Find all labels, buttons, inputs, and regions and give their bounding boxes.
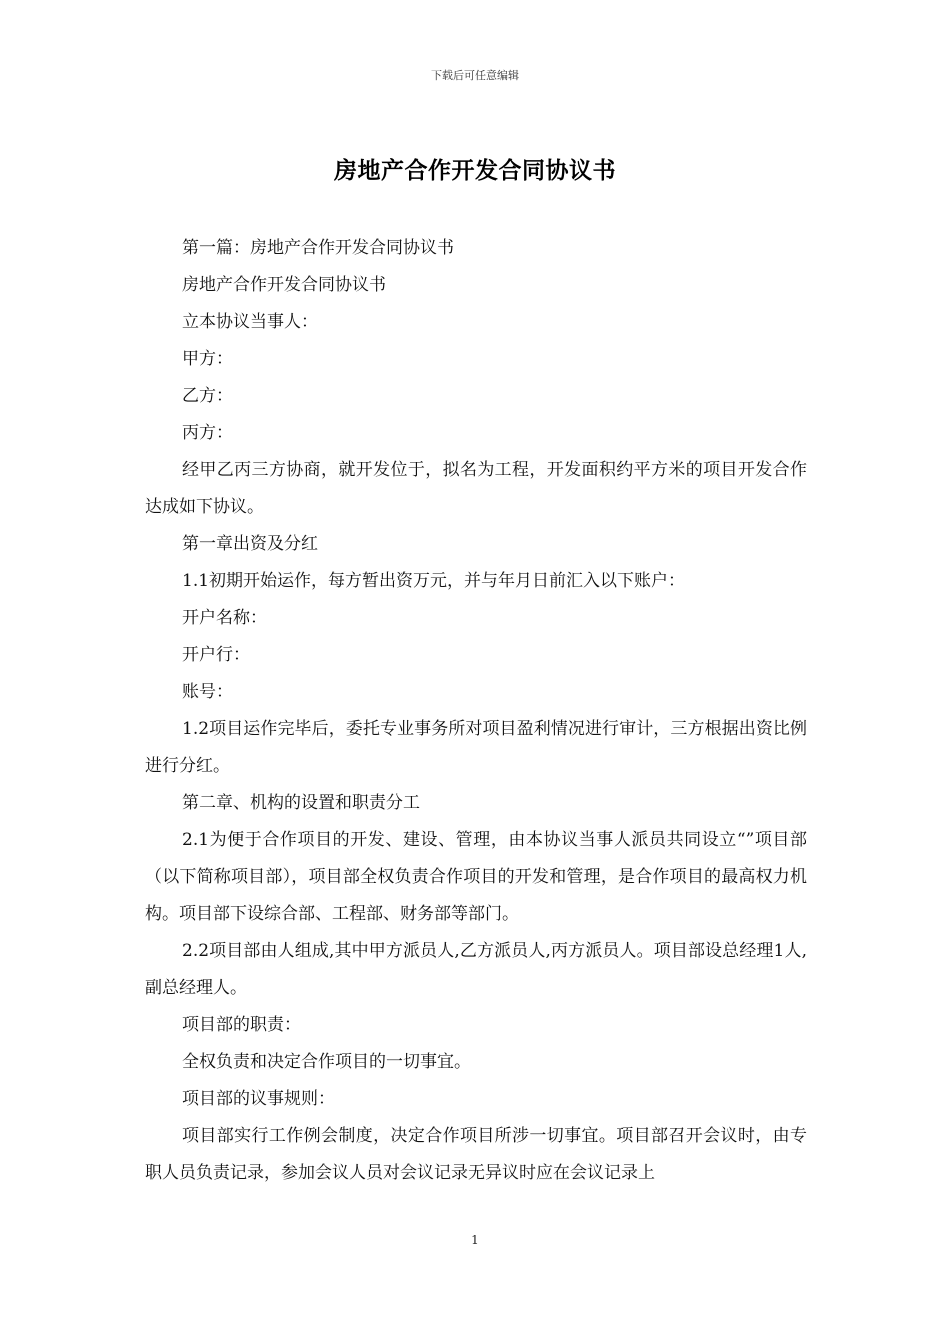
chapter-heading: 第二章、机构的设置和职责分工	[182, 793, 420, 813]
paragraph: 房地产合作开发合同协议书	[182, 275, 386, 295]
chapter-heading: 第一章出资及分红	[182, 534, 318, 554]
paragraph: 立本协议当事人：	[182, 312, 318, 332]
paragraph: 2.1为便于合作项目的开发、建设、管理，由本协议当事人派员共同设立“”项目部（以下简称项目部），项目部全权负责合作项目的开发和管理，是合作项目的最高权力机构。项目部下设综合部、工程部、财务部等部门。	[145, 830, 807, 924]
paragraph: 项目部的职责：	[182, 1015, 301, 1035]
document-body	[145, 230, 807, 1192]
paragraph: 全权负责和决定合作项目的一切事宜。	[182, 1052, 471, 1072]
paragraph: 丙方：	[182, 423, 233, 443]
paragraph: 乙方：	[182, 386, 233, 406]
page-number: 1	[471, 1233, 479, 1247]
paragraph: 账号：	[182, 682, 233, 702]
paragraph: 项目部实行工作例会制度，决定合作项目所涉一切事宜。项目部召开会议时，由专职人员负责记录，参加会议人员对会议记录无异议时应在会议记录上	[145, 1126, 807, 1183]
document-title: 房地产合作开发合同协议书	[334, 158, 616, 184]
header-note: 下载后可任意编辑	[431, 69, 519, 82]
paragraph: 甲方：	[182, 349, 233, 369]
paragraph: 1.2项目运作完毕后，委托专业事务所对项目盈利情况进行审计，三方根据出资比例进行分红。	[145, 719, 807, 776]
paragraph: 开户行：	[182, 645, 250, 665]
paragraph: 2.2项目部由人组成,其中甲方派员人,乙方派员人,丙方派员人。项目部设总经理1人,副总经理人。	[145, 941, 807, 998]
paragraph: 1.1初期开始运作，每方暂出资万元，并与年月日前汇入以下账户：	[182, 571, 686, 591]
paragraph: 第一篇：房地产合作开发合同协议书	[182, 238, 454, 258]
paragraph: 开户名称：	[182, 608, 267, 628]
paragraph: 经甲乙丙三方协商，就开发位于，拟名为工程，开发面积约平方米的项目开发合作达成如下协议。	[145, 460, 807, 517]
paragraph: 项目部的议事规则：	[182, 1089, 335, 1109]
